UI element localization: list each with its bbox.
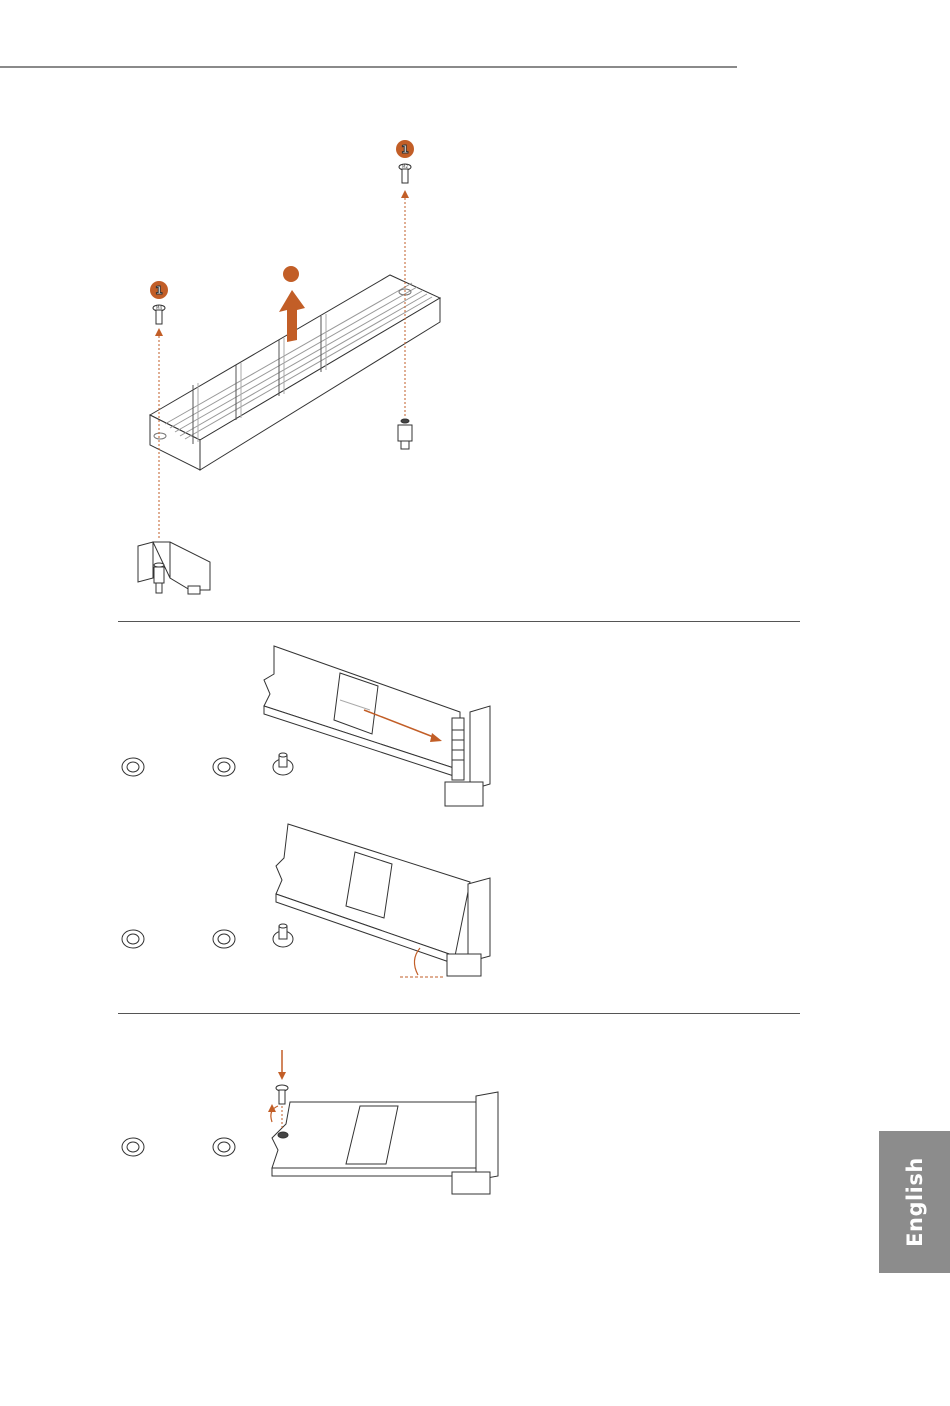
language-tab-label: English [902,1157,927,1247]
standoff-ring-1 [122,1138,144,1156]
step-badge-middle [283,266,299,282]
screw-icon [399,164,411,183]
heatsink-removal-figure [138,140,440,594]
screw-icon [153,305,165,324]
ssd-secure-figure [122,1050,498,1194]
ssd-angle-figure [122,824,490,977]
m2-socket-icon [138,542,210,594]
standoff-ring-1 [122,930,144,948]
m2-socket-icon [445,706,490,806]
standoff-icon [273,924,293,947]
standoff-ring-2 [213,758,235,776]
m2-ssd-icon [264,646,460,778]
screw-mark-left: M4 [156,305,162,310]
m2-ssd-icon [276,824,470,964]
standoff-icon [273,753,293,775]
arrow-down-icon [278,1072,286,1080]
standoff-icon [278,1132,288,1138]
screw-icon [276,1085,288,1104]
language-tab [879,1131,950,1273]
ssd-insertion-figure [122,646,490,806]
step-badge-left-label: 1 [155,284,163,297]
standoff-icon [398,419,412,449]
step-badge-right-label: 1 [401,143,409,156]
standoff-ring-1 [122,758,144,776]
standoff-icon [154,563,164,593]
m2-ssd-icon [272,1102,478,1176]
standoff-ring-2 [213,1138,235,1156]
screw-mark-right: M2 [402,164,408,169]
standoff-ring-2 [213,930,235,948]
